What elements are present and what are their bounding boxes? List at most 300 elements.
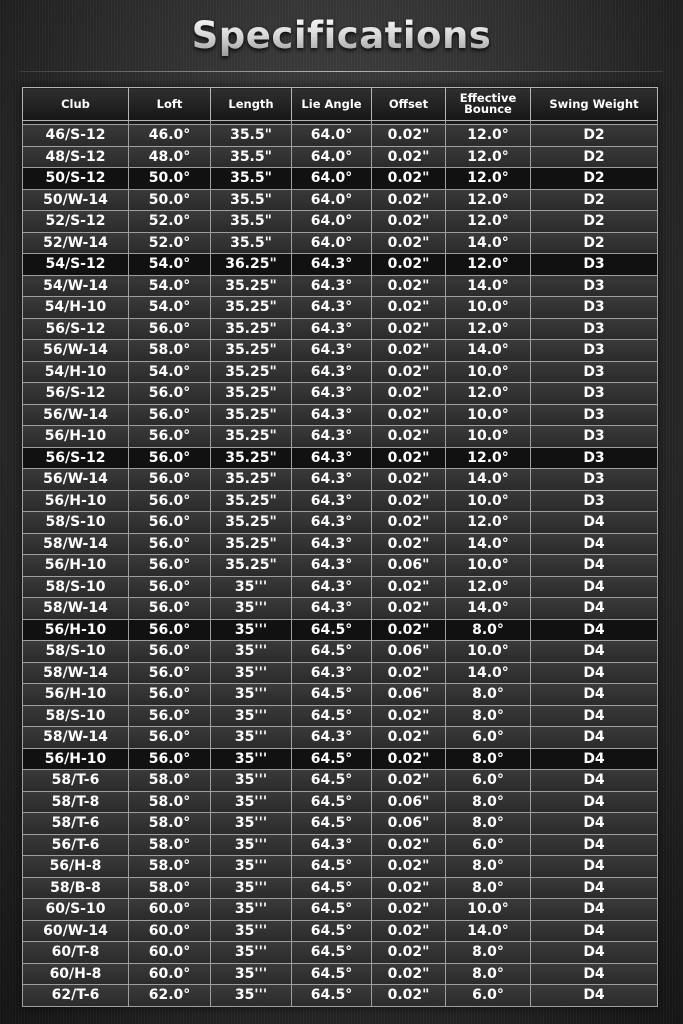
club-cell: 56/H-10 [23, 619, 129, 641]
lie-angle-cell: 64.3° [292, 340, 372, 362]
lie-angle-cell: 64.3° [292, 727, 372, 749]
lie-angle-cell: 64.5° [292, 942, 372, 964]
length-cell: 35''' [211, 920, 292, 942]
table-row [23, 168, 658, 190]
table-row [23, 985, 658, 1007]
offset-cell: 0.02" [372, 340, 446, 362]
lie-angle-cell: 64.3° [292, 426, 372, 448]
lie-angle-cell: 64.5° [292, 791, 372, 813]
swing-weight-cell: D3 [531, 361, 658, 383]
loft-cell: 56.0° [129, 684, 211, 706]
loft-cell: 56.0° [129, 748, 211, 770]
loft-cell: 56.0° [129, 318, 211, 340]
effective-bounce-cell: 8.0° [446, 813, 531, 835]
effective-bounce-cell: 14.0° [446, 232, 531, 254]
table-row [23, 490, 658, 512]
swing-weight-cell: D4 [531, 576, 658, 598]
lie-angle-cell: 64.3° [292, 297, 372, 319]
effective-bounce-cell: 10.0° [446, 641, 531, 663]
effective-bounce-cell: 6.0° [446, 834, 531, 856]
swing-weight-cell: D4 [531, 942, 658, 964]
club-cell: 58/W-14 [23, 533, 129, 555]
table-row [23, 963, 658, 985]
offset-cell: 0.06" [372, 684, 446, 706]
effective-bounce-cell: 8.0° [446, 791, 531, 813]
effective-bounce-cell: 12.0° [446, 318, 531, 340]
club-cell: 46/S-12 [23, 125, 129, 147]
loft-cell: 52.0° [129, 211, 211, 233]
table-row [23, 189, 658, 211]
loft-cell: 60.0° [129, 963, 211, 985]
length-cell: 35.25" [211, 318, 292, 340]
length-cell: 35.25" [211, 469, 292, 491]
swing-weight-cell: D2 [531, 168, 658, 190]
loft-cell: 56.0° [129, 619, 211, 641]
offset-cell: 0.02" [372, 512, 446, 534]
club-cell: 52/S-12 [23, 211, 129, 233]
length-cell: 35''' [211, 641, 292, 663]
effective-bounce-cell: 8.0° [446, 856, 531, 878]
length-cell: 35''' [211, 856, 292, 878]
effective-bounce-cell: 12.0° [446, 125, 531, 147]
length-cell: 35.5" [211, 168, 292, 190]
offset-cell: 0.02" [372, 275, 446, 297]
effective-bounce-cell: 12.0° [446, 254, 531, 276]
loft-cell: 56.0° [129, 598, 211, 620]
club-cell: 56/S-12 [23, 383, 129, 405]
offset-cell: 0.02" [372, 985, 446, 1007]
lie-angle-cell: 64.3° [292, 555, 372, 577]
table-row [23, 232, 658, 254]
length-cell: 35.25" [211, 533, 292, 555]
loft-cell: 56.0° [129, 533, 211, 555]
offset-cell: 0.02" [372, 297, 446, 319]
effective-bounce-cell: 12.0° [446, 447, 531, 469]
offset-cell: 0.02" [372, 361, 446, 383]
loft-cell: 60.0° [129, 899, 211, 921]
lie-angle-cell: 64.5° [292, 770, 372, 792]
loft-cell: 56.0° [129, 469, 211, 491]
swing-weight-cell: D3 [531, 383, 658, 405]
length-cell: 35''' [211, 985, 292, 1007]
swing-weight-cell: D4 [531, 533, 658, 555]
loft-cell: 54.0° [129, 254, 211, 276]
club-cell: 56/H-10 [23, 748, 129, 770]
table-row [23, 705, 658, 727]
effective-bounce-cell: 8.0° [446, 877, 531, 899]
length-cell: 35''' [211, 942, 292, 964]
club-cell: 60/T-8 [23, 942, 129, 964]
table-body [23, 121, 658, 1007]
table-row [23, 469, 658, 491]
table-row [23, 297, 658, 319]
table-row [23, 770, 658, 792]
club-cell: 58/S-10 [23, 705, 129, 727]
length-cell: 35''' [211, 877, 292, 899]
club-cell: 54/H-10 [23, 297, 129, 319]
swing-weight-cell: D2 [531, 232, 658, 254]
club-cell: 48/S-12 [23, 146, 129, 168]
offset-cell: 0.06" [372, 555, 446, 577]
effective-bounce-cell: 12.0° [446, 168, 531, 190]
lie-angle-cell: 64.5° [292, 813, 372, 835]
length-cell: 35''' [211, 963, 292, 985]
swing-weight-cell: D4 [531, 705, 658, 727]
swing-weight-cell: D4 [531, 834, 658, 856]
effective-bounce-cell: 6.0° [446, 770, 531, 792]
lie-angle-cell: 64.3° [292, 404, 372, 426]
table-row [23, 877, 658, 899]
effective-bounce-cell: 8.0° [446, 619, 531, 641]
loft-cell: 56.0° [129, 662, 211, 684]
club-cell: 58/T-8 [23, 791, 129, 813]
club-cell: 58/B-8 [23, 877, 129, 899]
club-cell: 58/S-10 [23, 576, 129, 598]
column-header-effective-bounce: Effective Bounce [446, 88, 531, 121]
table-row [23, 727, 658, 749]
lie-angle-cell: 64.3° [292, 254, 372, 276]
effective-bounce-cell: 12.0° [446, 383, 531, 405]
club-cell: 56/W-14 [23, 340, 129, 362]
swing-weight-cell: D3 [531, 490, 658, 512]
offset-cell: 0.06" [372, 791, 446, 813]
effective-bounce-cell: 12.0° [446, 211, 531, 233]
offset-cell: 0.02" [372, 877, 446, 899]
swing-weight-cell: D3 [531, 275, 658, 297]
swing-weight-cell: D3 [531, 318, 658, 340]
offset-cell: 0.02" [372, 856, 446, 878]
length-cell: 35.25" [211, 361, 292, 383]
loft-cell: 58.0° [129, 340, 211, 362]
offset-cell: 0.02" [372, 770, 446, 792]
offset-cell: 0.02" [372, 318, 446, 340]
loft-cell: 58.0° [129, 877, 211, 899]
lie-angle-cell: 64.3° [292, 469, 372, 491]
table-row [23, 662, 658, 684]
lie-angle-cell: 64.5° [292, 748, 372, 770]
loft-cell: 56.0° [129, 705, 211, 727]
offset-cell: 0.02" [372, 533, 446, 555]
table-row [23, 619, 658, 641]
length-cell: 35.25" [211, 383, 292, 405]
lie-angle-cell: 64.3° [292, 383, 372, 405]
lie-angle-cell: 64.0° [292, 146, 372, 168]
length-cell: 35.25" [211, 404, 292, 426]
offset-cell: 0.02" [372, 598, 446, 620]
swing-weight-cell: D4 [531, 748, 658, 770]
length-cell: 35''' [211, 813, 292, 835]
loft-cell: 58.0° [129, 770, 211, 792]
length-cell: 36.25" [211, 254, 292, 276]
loft-cell: 60.0° [129, 920, 211, 942]
swing-weight-cell: D2 [531, 146, 658, 168]
club-cell: 54/W-14 [23, 275, 129, 297]
club-cell: 58/T-6 [23, 770, 129, 792]
club-cell: 58/W-14 [23, 727, 129, 749]
loft-cell: 56.0° [129, 426, 211, 448]
effective-bounce-cell: 12.0° [446, 146, 531, 168]
club-cell: 58/W-14 [23, 662, 129, 684]
swing-weight-cell: D3 [531, 469, 658, 491]
club-cell: 54/S-12 [23, 254, 129, 276]
title-divider [20, 71, 663, 72]
club-cell: 56/H-10 [23, 684, 129, 706]
offset-cell: 0.02" [372, 942, 446, 964]
length-cell: 35''' [211, 834, 292, 856]
length-cell: 35.5" [211, 211, 292, 233]
effective-bounce-cell: 10.0° [446, 361, 531, 383]
length-cell: 35.5" [211, 189, 292, 211]
club-cell: 56/H-8 [23, 856, 129, 878]
club-cell: 56/H-10 [23, 490, 129, 512]
offset-cell: 0.02" [372, 146, 446, 168]
club-cell: 58/W-14 [23, 598, 129, 620]
offset-cell: 0.02" [372, 920, 446, 942]
table-row [23, 146, 658, 168]
swing-weight-cell: D3 [531, 297, 658, 319]
length-cell: 35.25" [211, 512, 292, 534]
table-row [23, 275, 658, 297]
length-cell: 35.25" [211, 426, 292, 448]
length-cell: 35.25" [211, 490, 292, 512]
effective-bounce-cell: 8.0° [446, 748, 531, 770]
loft-cell: 62.0° [129, 985, 211, 1007]
column-header-swing-weight: Swing Weight [531, 88, 658, 121]
club-cell: 52/W-14 [23, 232, 129, 254]
offset-cell: 0.06" [372, 641, 446, 663]
club-cell: 56/H-10 [23, 555, 129, 577]
length-cell: 35.5" [211, 232, 292, 254]
effective-bounce-cell: 10.0° [446, 490, 531, 512]
offset-cell: 0.02" [372, 404, 446, 426]
effective-bounce-cell: 10.0° [446, 555, 531, 577]
lie-angle-cell: 64.5° [292, 619, 372, 641]
table-row [23, 942, 658, 964]
swing-weight-cell: D4 [531, 555, 658, 577]
lie-angle-cell: 64.0° [292, 189, 372, 211]
column-header-club: Club [23, 88, 129, 121]
length-cell: 35.5" [211, 146, 292, 168]
table-row [23, 361, 658, 383]
swing-weight-cell: D4 [531, 963, 658, 985]
effective-bounce-cell: 12.0° [446, 576, 531, 598]
club-cell: 56/W-14 [23, 469, 129, 491]
effective-bounce-cell: 8.0° [446, 684, 531, 706]
lie-angle-cell: 64.0° [292, 168, 372, 190]
length-cell: 35''' [211, 705, 292, 727]
effective-bounce-cell: 10.0° [446, 426, 531, 448]
offset-cell: 0.02" [372, 576, 446, 598]
effective-bounce-cell: 8.0° [446, 705, 531, 727]
table-row [23, 684, 658, 706]
lie-angle-cell: 64.5° [292, 705, 372, 727]
lie-angle-cell: 64.5° [292, 920, 372, 942]
offset-cell: 0.02" [372, 834, 446, 856]
offset-cell: 0.02" [372, 168, 446, 190]
offset-cell: 0.02" [372, 426, 446, 448]
table-row [23, 856, 658, 878]
offset-cell: 0.02" [372, 383, 446, 405]
lie-angle-cell: 64.3° [292, 662, 372, 684]
table-row [23, 555, 658, 577]
swing-weight-cell: D3 [531, 340, 658, 362]
loft-cell: 56.0° [129, 404, 211, 426]
column-header-offset: Offset [372, 88, 446, 121]
offset-cell: 0.02" [372, 727, 446, 749]
lie-angle-cell: 64.3° [292, 361, 372, 383]
length-cell: 35.25" [211, 275, 292, 297]
lie-angle-cell: 64.5° [292, 856, 372, 878]
table-row [23, 533, 658, 555]
table-row [23, 254, 658, 276]
offset-cell: 0.02" [372, 662, 446, 684]
swing-weight-cell: D4 [531, 985, 658, 1007]
club-cell: 60/W-14 [23, 920, 129, 942]
loft-cell: 52.0° [129, 232, 211, 254]
club-cell: 56/S-12 [23, 447, 129, 469]
length-cell: 35''' [211, 662, 292, 684]
table-row [23, 748, 658, 770]
length-cell: 35''' [211, 598, 292, 620]
swing-weight-cell: D4 [531, 791, 658, 813]
loft-cell: 56.0° [129, 512, 211, 534]
table-row [23, 383, 658, 405]
loft-cell: 54.0° [129, 297, 211, 319]
lie-angle-cell: 64.3° [292, 576, 372, 598]
length-cell: 35''' [211, 619, 292, 641]
length-cell: 35.25" [211, 297, 292, 319]
lie-angle-cell: 64.3° [292, 533, 372, 555]
club-cell: 50/S-12 [23, 168, 129, 190]
length-cell: 35''' [211, 899, 292, 921]
table-row [23, 340, 658, 362]
table-row [23, 318, 658, 340]
loft-cell: 50.0° [129, 189, 211, 211]
loft-cell: 56.0° [129, 383, 211, 405]
offset-cell: 0.02" [372, 490, 446, 512]
club-cell: 56/H-10 [23, 426, 129, 448]
lie-angle-cell: 64.5° [292, 684, 372, 706]
loft-cell: 58.0° [129, 834, 211, 856]
effective-bounce-cell: 14.0° [446, 662, 531, 684]
swing-weight-cell: D4 [531, 662, 658, 684]
length-cell: 35''' [211, 684, 292, 706]
column-header-lie-angle: Lie Angle [292, 88, 372, 121]
loft-cell: 60.0° [129, 942, 211, 964]
effective-bounce-cell: 12.0° [446, 189, 531, 211]
effective-bounce-cell: 14.0° [446, 533, 531, 555]
table-row [23, 834, 658, 856]
effective-bounce-cell: 8.0° [446, 942, 531, 964]
length-cell: 35.25" [211, 340, 292, 362]
swing-weight-cell: D3 [531, 426, 658, 448]
loft-cell: 46.0° [129, 125, 211, 147]
loft-cell: 56.0° [129, 727, 211, 749]
loft-cell: 56.0° [129, 641, 211, 663]
page-title: Specifications [0, 14, 683, 57]
club-cell: 60/S-10 [23, 899, 129, 921]
lie-angle-cell: 64.3° [292, 834, 372, 856]
length-cell: 35''' [211, 576, 292, 598]
lie-angle-cell: 64.0° [292, 211, 372, 233]
loft-cell: 58.0° [129, 856, 211, 878]
swing-weight-cell: D4 [531, 512, 658, 534]
loft-cell: 54.0° [129, 275, 211, 297]
lie-angle-cell: 64.5° [292, 877, 372, 899]
loft-cell: 58.0° [129, 791, 211, 813]
length-cell: 35''' [211, 770, 292, 792]
club-cell: 62/T-6 [23, 985, 129, 1007]
lie-angle-cell: 64.3° [292, 275, 372, 297]
offset-cell: 0.02" [372, 447, 446, 469]
lie-angle-cell: 64.3° [292, 447, 372, 469]
loft-cell: 54.0° [129, 361, 211, 383]
lie-angle-cell: 64.3° [292, 598, 372, 620]
club-cell: 56/W-14 [23, 404, 129, 426]
table-row [23, 813, 658, 835]
effective-bounce-cell: 14.0° [446, 275, 531, 297]
club-cell: 58/T-6 [23, 813, 129, 835]
length-cell: 35''' [211, 748, 292, 770]
effective-bounce-cell: 10.0° [446, 297, 531, 319]
table-row [23, 404, 658, 426]
column-header-length: Length [211, 88, 292, 121]
offset-cell: 0.02" [372, 619, 446, 641]
swing-weight-cell: D4 [531, 877, 658, 899]
column-header-loft: Loft [129, 88, 211, 121]
effective-bounce-cell: 8.0° [446, 963, 531, 985]
club-cell: 50/W-14 [23, 189, 129, 211]
effective-bounce-cell: 14.0° [446, 469, 531, 491]
loft-cell: 50.0° [129, 168, 211, 190]
table-row [23, 791, 658, 813]
effective-bounce-cell: 12.0° [446, 512, 531, 534]
lie-angle-cell: 64.5° [292, 985, 372, 1007]
swing-weight-cell: D4 [531, 641, 658, 663]
swing-weight-cell: D3 [531, 254, 658, 276]
swing-weight-cell: D4 [531, 598, 658, 620]
swing-weight-cell: D4 [531, 920, 658, 942]
swing-weight-cell: D4 [531, 619, 658, 641]
club-cell: 60/H-8 [23, 963, 129, 985]
length-cell: 35''' [211, 727, 292, 749]
swing-weight-cell: D3 [531, 447, 658, 469]
length-cell: 35.25" [211, 447, 292, 469]
table-header-row [23, 88, 658, 121]
club-cell: 56/T-6 [23, 834, 129, 856]
loft-cell: 48.0° [129, 146, 211, 168]
loft-cell: 56.0° [129, 576, 211, 598]
offset-cell: 0.02" [372, 705, 446, 727]
loft-cell: 56.0° [129, 555, 211, 577]
swing-weight-cell: D4 [531, 684, 658, 706]
club-cell: 58/S-10 [23, 512, 129, 534]
offset-cell: 0.06" [372, 813, 446, 835]
length-cell: 35.5" [211, 125, 292, 147]
swing-weight-cell: D4 [531, 727, 658, 749]
loft-cell: 56.0° [129, 490, 211, 512]
lie-angle-cell: 64.5° [292, 899, 372, 921]
lie-angle-cell: 64.5° [292, 963, 372, 985]
loft-cell: 58.0° [129, 813, 211, 835]
lie-angle-cell: 64.3° [292, 512, 372, 534]
club-cell: 56/S-12 [23, 318, 129, 340]
offset-cell: 0.02" [372, 232, 446, 254]
table-row [23, 899, 658, 921]
table-row [23, 598, 658, 620]
lie-angle-cell: 64.3° [292, 318, 372, 340]
table-row [23, 576, 658, 598]
